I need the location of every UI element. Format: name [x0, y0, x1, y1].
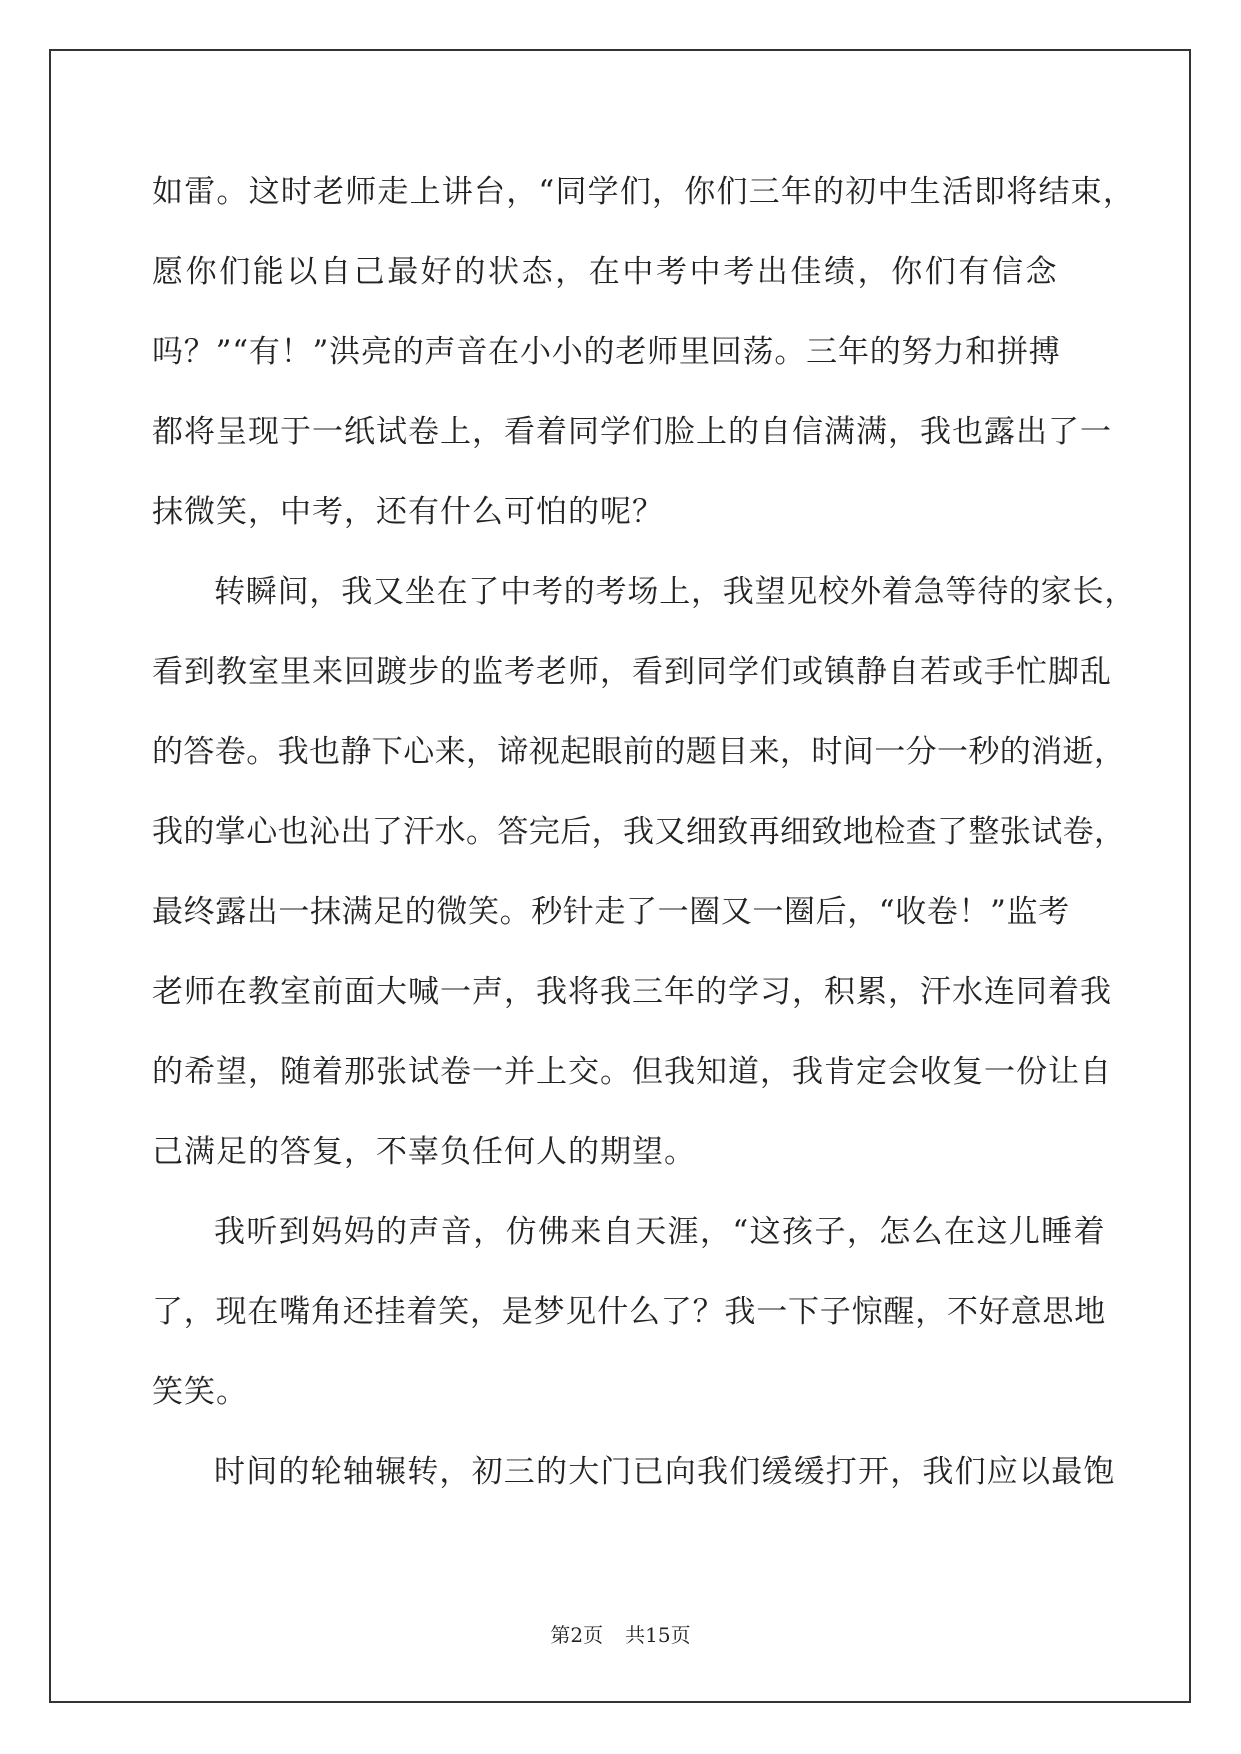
text-line: 吗？”“有！”洪亮的声音在小小的老师里回荡。三年的努力和拼搏: [152, 334, 1061, 370]
text-line: 笑笑。: [152, 1374, 248, 1410]
text-line: 时间的轮轴辗转，初三的大门已向我们缓缓打开，我们应以最饱: [214, 1454, 1116, 1490]
page-number: 第2页: [550, 1623, 604, 1647]
text-line: 如雷。这时老师走上讲台，“同学们，你们三年的初中生活即将结束，: [152, 174, 1136, 210]
page-total: 共15页: [625, 1623, 691, 1647]
text-line: 了，现在嘴角还挂着笑，是梦见什么了？我一下子惊醒，不好意思地: [152, 1294, 1106, 1330]
text-line: 都将呈现于一纸试卷上，看着同学们脸上的自信满满，我也露出了一: [152, 414, 1112, 450]
text-line: 己满足的答复，不辜负任何人的期望。: [152, 1134, 696, 1170]
text-line: 我听到妈妈的声音，仿佛来自天涯，“这孩子，怎么在这儿睡着: [214, 1214, 1107, 1250]
text-line: 的答卷。我也静下心来，谛视起眼前的题目来，时间一分一秒的消逝，: [152, 734, 1126, 770]
text-line: 我的掌心也沁出了汗水。答完后，我又细致再细致地检查了整张试卷，: [152, 814, 1126, 850]
text-line: 的希望，随着那张试卷一并上交。但我知道，我肯定会收复一份让自: [152, 1054, 1112, 1090]
text-line: 抹微笑，中考，还有什么可怕的呢？: [152, 494, 664, 530]
text-line: 老师在教室前面大喊一声，我将我三年的学习，积累，汗水连同着我: [152, 974, 1112, 1010]
page-footer: [0, 1623, 1241, 1647]
text-line: 最终露出一抹满足的微笑。秒针走了一圈又一圈后，“收卷！”监考: [152, 894, 1070, 930]
text-line: 愿你们能以自己最好的状态，在中考中考出佳绩，你们有信念: [152, 254, 1060, 290]
text-line: 看到教室里来回踱步的监考老师，看到同学们或镇静自若或手忙脚乱: [152, 654, 1112, 690]
text-line: 转瞬间，我又坐在了中考的考场上，我望见校外着急等待的家长，: [214, 574, 1137, 610]
